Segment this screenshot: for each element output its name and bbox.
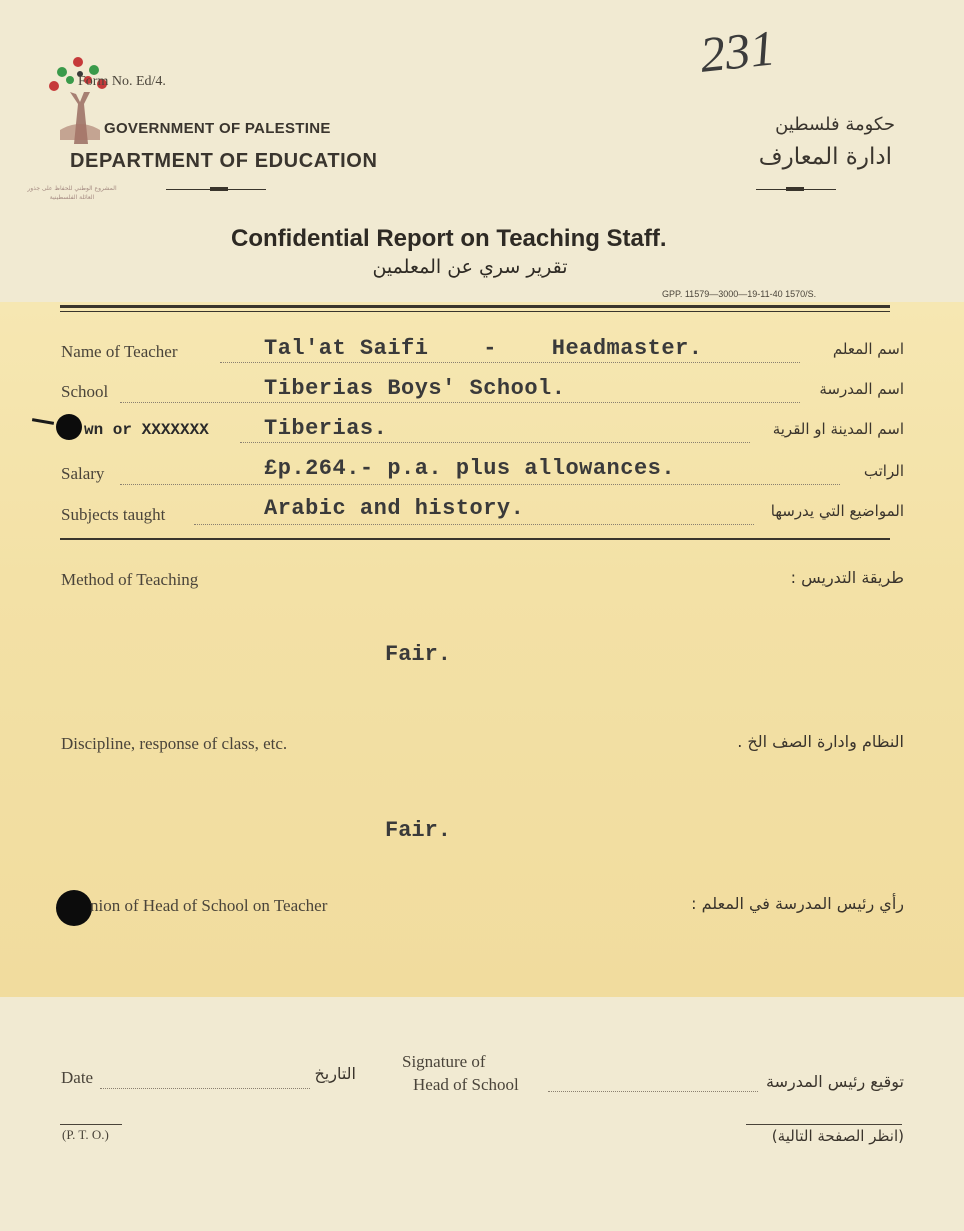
- field-value-subjects: Arabic and history.: [264, 496, 525, 521]
- government-title-arabic: حكومة فلسطين: [775, 114, 895, 135]
- field-label-subjects: Subjects taught: [61, 505, 166, 524]
- top-double-rule-1: [60, 305, 890, 308]
- field-value-town: Tiberias.: [264, 416, 388, 441]
- field-label-salary: Salary: [61, 464, 105, 483]
- yellow-paper-band: [0, 302, 964, 997]
- field-value-school: Tiberias Boys' School.: [264, 376, 566, 401]
- field-label-town: wn or XXXXXXX: [84, 421, 209, 439]
- header-divider-left-mark: [210, 187, 228, 191]
- field-label-school-arabic: اسم المدرسة: [819, 380, 904, 398]
- field-label-salary-arabic: الراتب: [863, 462, 904, 480]
- dotline-date: [100, 1088, 310, 1089]
- department-title: DEPARTMENT OF EDUCATION: [70, 150, 378, 172]
- pto-label: (P. T. O.): [62, 1127, 109, 1142]
- print-reference: GPP. 11579—3000—19-11-40 1570/S.: [662, 289, 817, 299]
- report-title: Confidential Report on Teaching Staff.: [231, 225, 667, 252]
- field-label-name-arabic: اسم المعلم: [832, 340, 904, 358]
- opinion-label: nion of Head of School on Teacher: [90, 896, 328, 915]
- date-label-arabic: التاريخ: [314, 1064, 356, 1083]
- report-title-arabic: تقرير سري عن المعلمين: [372, 256, 568, 278]
- signature-label-1: Signature of: [402, 1052, 486, 1071]
- signature-label-arabic: توقيع رئيس المدرسة: [766, 1072, 904, 1091]
- pto-arabic-overline: [746, 1124, 902, 1125]
- dotline-name: [220, 362, 800, 363]
- field-value-salary: £p.264.- p.a. plus allowances.: [264, 456, 676, 481]
- dotline-signature: [548, 1091, 758, 1092]
- dotline-town: [240, 442, 750, 443]
- date-label: Date: [61, 1068, 94, 1087]
- government-title: GOVERNMENT OF PALESTINE: [104, 120, 331, 137]
- pto-underline: [60, 1124, 122, 1125]
- field-label-school: School: [61, 382, 109, 401]
- page-number: 231: [697, 19, 778, 83]
- dotline-salary: [120, 484, 840, 485]
- field-label-subjects-arabic: المواضيع التي يدرسها: [770, 502, 904, 520]
- discipline-label-arabic: النظام وادارة الصف الخ .: [737, 732, 904, 751]
- punch-hole-1: [56, 414, 82, 440]
- watermark-text: المشروع الوطني للحفاظ على جذور العائلة الفلسطينية: [27, 185, 117, 201]
- header-divider-right-mark: [786, 187, 804, 191]
- method-label-arabic: طريقة التدريس :: [790, 568, 904, 587]
- field-label-town-arabic: اسم المدينة او القرية: [772, 420, 904, 438]
- method-label: Method of Teaching: [61, 570, 199, 589]
- discipline-value: Fair.: [385, 818, 452, 843]
- field-value-name: Tal'at Saifi - Headmaster.: [264, 336, 703, 361]
- department-title-arabic: ادارة المعارف: [758, 144, 892, 170]
- dotline-subjects: [194, 524, 754, 525]
- signature-label-2: Head of School: [413, 1075, 519, 1094]
- top-double-rule-2: [60, 311, 890, 312]
- form-number: Form No. Ed/4.: [78, 74, 166, 89]
- dotline-school: [120, 402, 800, 403]
- punch-hole-2: [56, 890, 92, 926]
- field-label-name: Name of Teacher: [61, 342, 178, 361]
- discipline-label: Discipline, response of class, etc.: [61, 734, 288, 753]
- method-value: Fair.: [385, 642, 452, 667]
- fields-bottom-rule: [60, 538, 890, 540]
- opinion-label-arabic: رأي رئيس المدرسة في المعلم :: [691, 894, 904, 913]
- pto-label-arabic: (انظر الصفحة التالية): [771, 1127, 904, 1145]
